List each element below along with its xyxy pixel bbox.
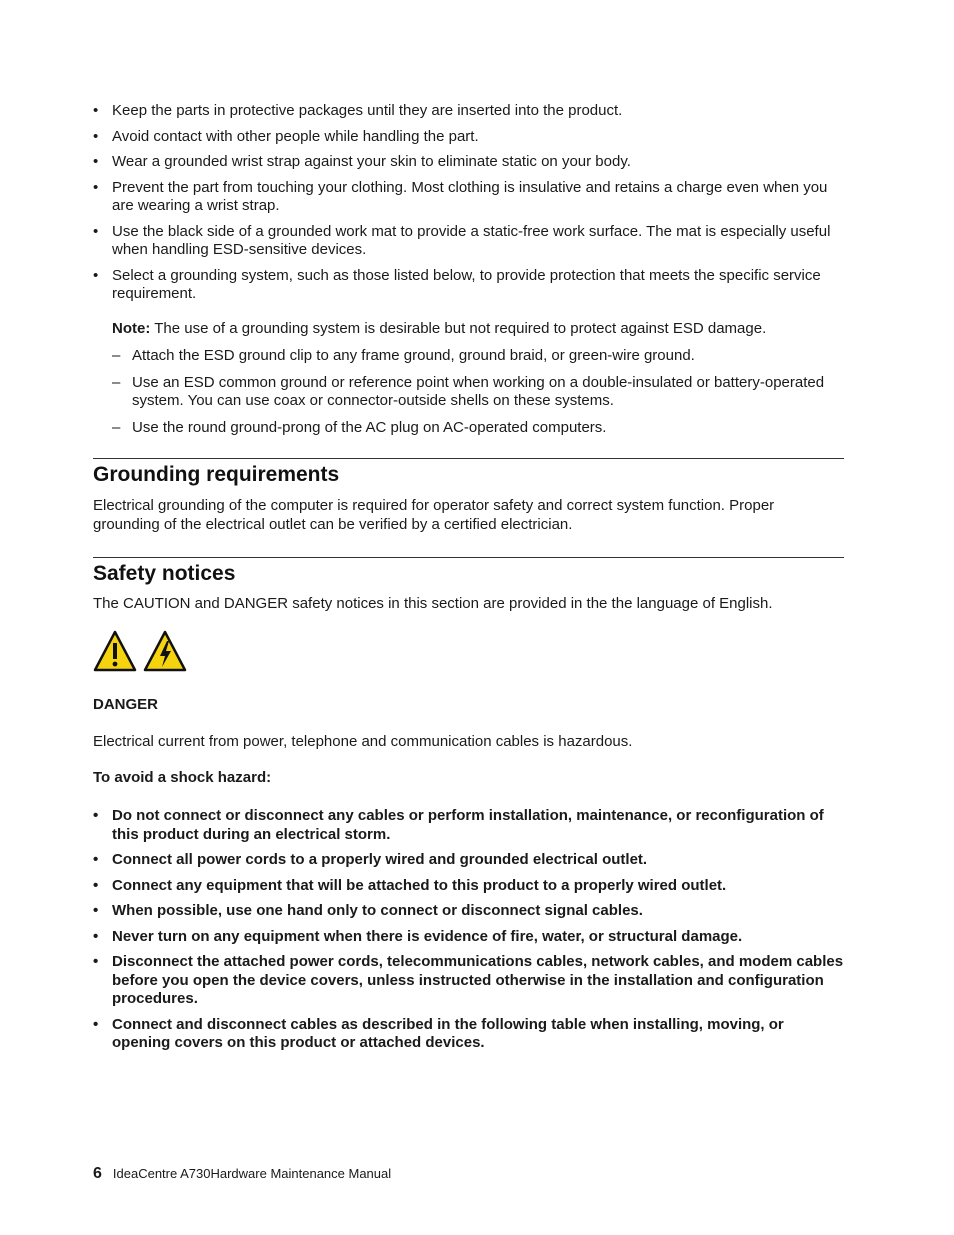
- list-item: – Use an ESD common ground or reference point when working on a double-insulated or battery-operated system. You can use coax or connector-outside shells on these systems.: [112, 374, 845, 411]
- list-item: – Attach the ESD ground clip to any frame ground, ground braid, or green-wire ground.: [112, 347, 845, 366]
- list-item: • Keep the parts in protective packages until they are inserted into the product.: [93, 102, 845, 121]
- avoid-label: To avoid a shock hazard:: [93, 769, 272, 786]
- page-number: 6: [93, 1165, 102, 1182]
- note: [112, 320, 845, 339]
- hazard-icons: [93, 630, 187, 672]
- list-item: • Do not connect or disconnect any cables or perform installation, maintenance, or reconfiguration of this product during an electrical storm.: [93, 807, 845, 844]
- safety-intro: The CAUTION and DANGER safety notices in this section are provided in the the language of English.: [93, 595, 773, 612]
- grounding-heading: Grounding requirements: [93, 463, 340, 486]
- esd-precautions-list: [93, 102, 845, 445]
- list-item: • Wear a grounded wrist strap against your skin to eliminate static on your body.: [93, 153, 845, 172]
- note-label: Note:: [112, 319, 151, 337]
- list-item: • Avoid contact with other people while handling the part.: [93, 128, 845, 147]
- note-text: The use of a grounding system is desirable but not required to protect against ESD damage.: [150, 319, 767, 337]
- list-item: – Use the round ground-prong of the AC plug on AC-operated computers.: [112, 419, 845, 438]
- list-item: • When possible, use one hand only to connect or disconnect signal cables.: [93, 902, 845, 921]
- danger-text: Electrical current from power, telephone and communication cables is hazardous.: [93, 733, 633, 750]
- danger-label: DANGER: [93, 696, 159, 713]
- list-item: • Prevent the part from touching your clothing. Most clothing is insulative and retains a charge even when you are wearing a wrist strap.: [93, 179, 845, 216]
- list-item: • Connect all power cords to a properly wired and grounded electrical outlet.: [93, 851, 845, 870]
- manual-title: IdeaCentre A730Hardware Maintenance Manual: [112, 1166, 392, 1181]
- list-item: • Connect any equipment that will be attached to this product to a properly wired outlet.: [93, 877, 845, 896]
- safety-heading: Safety notices: [93, 562, 236, 585]
- section-divider: [93, 557, 844, 558]
- shock-hazard-list: [93, 807, 845, 1060]
- exclamation-warning-icon: [93, 630, 137, 672]
- section-divider: [93, 458, 844, 459]
- grounding-options-list: [112, 347, 845, 437]
- list-item: • Select a grounding system, such as those listed below, to provide protection that meets the specific service requirement.: [93, 267, 845, 304]
- page-footer: [93, 1165, 391, 1184]
- list-item: • Use the black side of a grounded work mat to provide a static-free work surface. The mat is especially useful when handling ESD-sensitive devices.: [93, 223, 845, 260]
- electrical-hazard-icon: [143, 630, 187, 672]
- grounding-body: Electrical grounding of the computer is required for operator safety and correct system function. Proper grounding of the electrical outlet can be verified by a certified electrician.: [93, 497, 775, 533]
- list-item: • Never turn on any equipment when there is evidence of fire, water, or structural damage.: [93, 928, 845, 947]
- list-item: • Disconnect the attached power cords, telecommunications cables, network cables, and modem cables before you open the device covers, unless instructed otherwise in the installation and configuration procedures.: [93, 953, 845, 1009]
- list-item: • Connect and disconnect cables as described in the following table when installing, moving, or opening covers on this product or attached devices.: [93, 1016, 845, 1053]
